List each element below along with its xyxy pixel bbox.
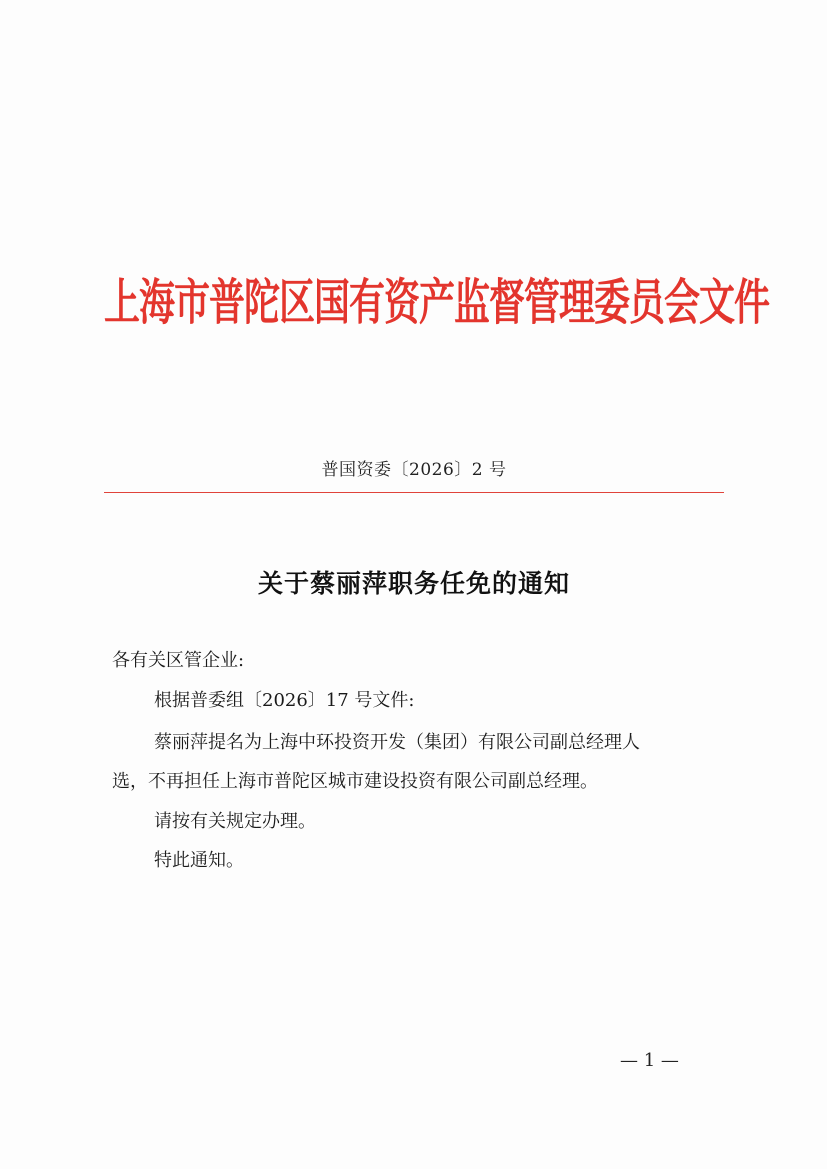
document-number: 普国资委〔2026〕2 号 — [321, 460, 507, 480]
body-paragraph-appointment-line-1: 蔡丽萍提名为上海中环投资开发（集团）有限公司副总经理人 — [154, 732, 640, 753]
document-masthead: 上海市普陀区国有资产监督管理委员会文件 — [104, 274, 770, 332]
notice-title: 关于蔡丽萍职务任免的通知 — [257, 569, 570, 598]
salutation: 各有关区管企业: — [112, 650, 245, 671]
body-paragraph-appointment-line-2: 选，不再担任上海市普陀区城市建设投资有限公司副总经理。 — [112, 771, 598, 792]
page-number: — 1 — — [620, 1050, 679, 1071]
body-paragraph-basis: 根据普委组〔2026〕17 号文件: — [154, 690, 415, 711]
body-paragraph-instruction: 请按有关规定办理。 — [154, 811, 316, 832]
red-divider-line — [104, 492, 724, 493]
body-paragraph-closing: 特此通知。 — [154, 850, 244, 871]
